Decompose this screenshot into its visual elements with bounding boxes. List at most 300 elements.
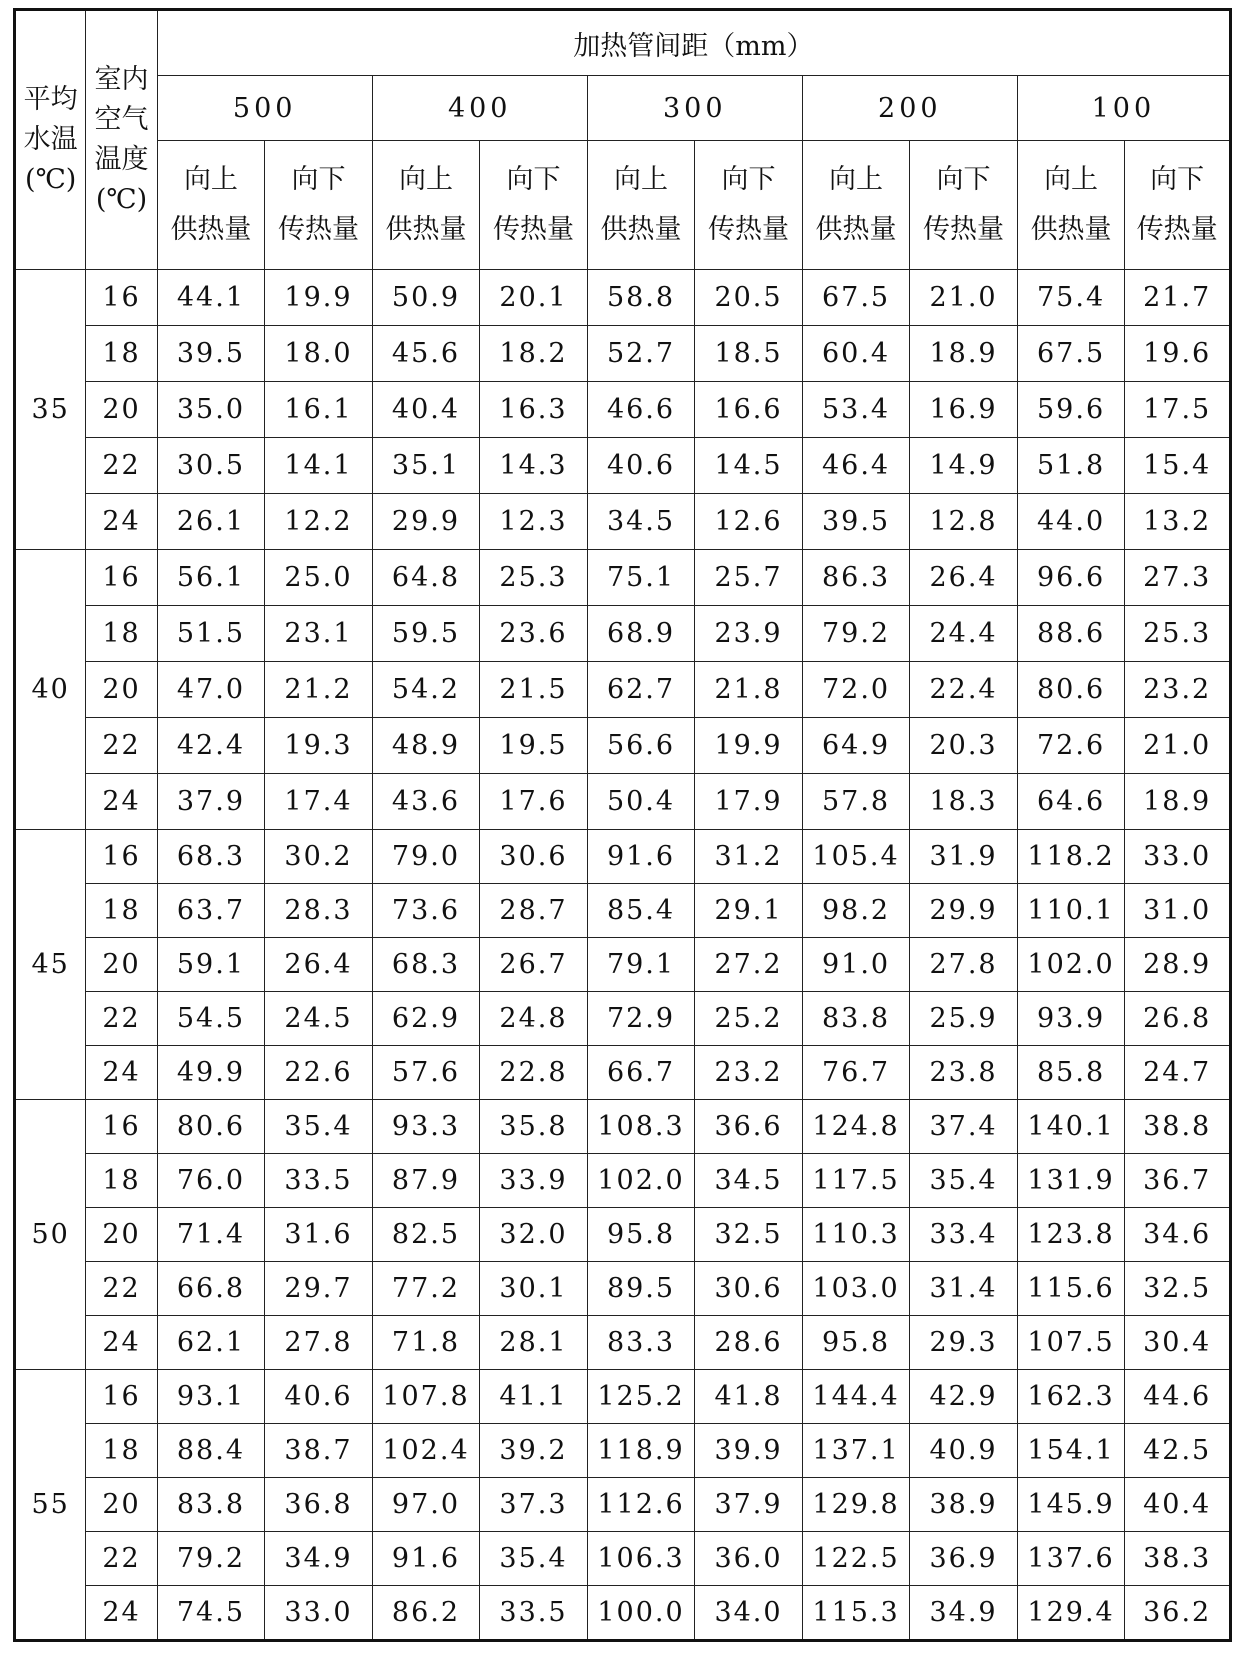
upward-heat-cell: 62.1 [157,1316,265,1370]
table-row [15,1316,1231,1370]
upward-heat-cell: 82.5 [372,1208,480,1262]
upward-heat-cell: 102.0 [587,1154,695,1208]
header-line: 向下 [1150,164,1205,195]
downward-heat-cell: 40.9 [910,1424,1018,1478]
downward-heat-cell: 21.0 [1125,718,1231,774]
upward-heat-cell: 58.8 [587,270,695,326]
downward-heat-cell: 30.6 [480,830,588,884]
upward-heat-cell: 26.1 [157,494,265,550]
table-row [15,1478,1231,1532]
upward-heat-cell: 107.8 [372,1370,480,1424]
downward-heat-cell: 30.1 [480,1262,588,1316]
downward-heat-cell: 35.4 [265,1100,373,1154]
downward-heat-cell: 33.0 [265,1586,373,1641]
downward-heat-cell: 27.8 [265,1316,373,1370]
upward-heat-cell: 118.9 [587,1424,695,1478]
downward-heat-cell: 32.5 [695,1208,803,1262]
upward-heat-cell: 46.4 [802,438,910,494]
downward-heat-cell: 36.0 [695,1532,803,1586]
downward-heat-cell: 37.4 [910,1100,1018,1154]
downward-heat-cell: 23.2 [1125,662,1231,718]
upward-heat-cell: 131.9 [1017,1154,1125,1208]
downward-heat-cell: 20.1 [480,270,588,326]
room-air-temp-cell: 20 [86,1478,157,1532]
room-air-temp-cell: 18 [86,606,157,662]
room-air-temp-cell: 24 [86,1316,157,1370]
upward-heat-cell: 80.6 [1017,662,1125,718]
upward-heat-cell: 40.4 [372,382,480,438]
table-row [15,606,1231,662]
upward-heat-cell: 80.6 [157,1100,265,1154]
upward-heat-cell: 64.6 [1017,774,1125,830]
upward-heat-cell: 51.5 [157,606,265,662]
upward-heat-cell: 89.5 [587,1262,695,1316]
upward-heat-cell: 68.3 [157,830,265,884]
room-air-temp-cell: 18 [86,1424,157,1478]
header-line: 传热量 [277,214,359,245]
mean-water-temp-header [15,10,86,270]
upward-heat-cell: 137.6 [1017,1532,1125,1586]
heat-output-table [13,8,1232,1642]
upward-heat-cell: 64.8 [372,550,480,606]
upward-heat-cell: 77.2 [372,1262,480,1316]
upward-heat-cell: 57.6 [372,1046,480,1100]
upward-heat-cell: 62.9 [372,992,480,1046]
table-row [15,438,1231,494]
upward-heat-cell: 63.7 [157,884,265,938]
downward-heat-cell: 12.8 [910,494,1018,550]
downward-heat-header [1125,141,1231,270]
header-line: 供热量 [600,214,682,245]
upward-heat-cell: 154.1 [1017,1424,1125,1478]
table-row [15,718,1231,774]
downward-heat-cell: 12.6 [695,494,803,550]
downward-heat-cell: 27.3 [1125,550,1231,606]
upward-heat-cell: 39.5 [157,326,265,382]
upward-heat-cell: 67.5 [1017,326,1125,382]
upward-heat-header [157,141,265,270]
upward-heat-cell: 97.0 [372,1478,480,1532]
pipe-spacing-header: 100 [1017,76,1230,141]
downward-heat-cell: 21.0 [910,270,1018,326]
room-air-temp-cell: 20 [86,662,157,718]
upward-heat-cell: 108.3 [587,1100,695,1154]
downward-heat-cell: 25.7 [695,550,803,606]
upward-heat-cell: 124.8 [802,1100,910,1154]
downward-heat-cell: 25.2 [695,992,803,1046]
downward-heat-cell: 21.2 [265,662,373,718]
downward-heat-cell: 29.7 [265,1262,373,1316]
downward-heat-cell: 31.0 [1125,884,1231,938]
mean-water-temp-line: 水温 [23,124,78,155]
upward-heat-cell: 79.2 [802,606,910,662]
upward-heat-cell: 79.2 [157,1532,265,1586]
upward-heat-cell: 75.4 [1017,270,1125,326]
downward-heat-header [695,141,803,270]
upward-heat-cell: 48.9 [372,718,480,774]
upward-heat-cell: 125.2 [587,1370,695,1424]
downward-heat-cell: 17.5 [1125,382,1231,438]
upward-heat-cell: 123.8 [1017,1208,1125,1262]
downward-heat-cell: 34.5 [695,1154,803,1208]
downward-heat-cell: 42.9 [910,1370,1018,1424]
mean-water-temp-cell: 40 [15,550,86,830]
upward-heat-cell: 145.9 [1017,1478,1125,1532]
downward-heat-cell: 28.1 [480,1316,588,1370]
header-line: 传热量 [492,214,574,245]
room-air-temp-line: (℃) [95,184,148,215]
upward-heat-cell: 102.4 [372,1424,480,1478]
upward-heat-cell: 93.3 [372,1100,480,1154]
downward-heat-cell: 28.7 [480,884,588,938]
downward-heat-cell: 18.5 [695,326,803,382]
downward-heat-cell: 23.8 [910,1046,1018,1100]
downward-heat-cell: 15.4 [1125,438,1231,494]
downward-heat-cell: 37.3 [480,1478,588,1532]
table-row [15,1532,1231,1586]
downward-heat-cell: 31.4 [910,1262,1018,1316]
downward-heat-cell: 24.7 [1125,1046,1231,1100]
pipe-spacing-header: 400 [372,76,587,141]
table-row [15,1262,1231,1316]
downward-heat-cell: 36.8 [265,1478,373,1532]
room-air-temp-cell: 18 [86,1154,157,1208]
downward-heat-cell: 28.9 [1125,938,1231,992]
table-row [15,494,1231,550]
downward-heat-cell: 16.9 [910,382,1018,438]
table-row [15,774,1231,830]
upward-heat-cell: 56.6 [587,718,695,774]
header-line: 向上 [1044,164,1099,195]
downward-heat-cell: 30.4 [1125,1316,1231,1370]
downward-heat-cell: 37.9 [695,1478,803,1532]
table-row [15,1208,1231,1262]
table-row [15,1046,1231,1100]
upward-heat-cell: 47.0 [157,662,265,718]
downward-heat-cell: 22.6 [265,1046,373,1100]
downward-heat-cell: 35.4 [910,1154,1018,1208]
downward-heat-cell: 21.7 [1125,270,1231,326]
direction-header-row [15,141,1231,270]
header-line: 向下 [506,164,561,195]
upward-heat-cell: 71.4 [157,1208,265,1262]
upward-heat-cell: 95.8 [587,1208,695,1262]
downward-heat-cell: 17.6 [480,774,588,830]
upward-heat-cell: 95.8 [802,1316,910,1370]
mean-water-temp-cell: 45 [15,830,86,1100]
downward-heat-cell: 29.3 [910,1316,1018,1370]
room-air-temp-cell: 18 [86,326,157,382]
mean-water-temp-line: 平均 [23,84,78,115]
downward-heat-cell: 19.5 [480,718,588,774]
downward-heat-cell: 38.7 [265,1424,373,1478]
header-line: 向上 [183,164,238,195]
downward-heat-cell: 20.5 [695,270,803,326]
room-air-temp-cell: 16 [86,1100,157,1154]
downward-heat-cell: 34.9 [265,1532,373,1586]
mean-water-temp-cell: 35 [15,270,86,550]
downward-heat-cell: 41.8 [695,1370,803,1424]
downward-heat-cell: 38.9 [910,1478,1018,1532]
header-line: 供热量 [815,214,897,245]
downward-heat-cell: 26.4 [910,550,1018,606]
upward-heat-cell: 72.6 [1017,718,1125,774]
upward-heat-cell: 49.9 [157,1046,265,1100]
upward-heat-cell: 93.1 [157,1370,265,1424]
header-line: 传热量 [923,214,1005,245]
room-air-temp-cell: 16 [86,830,157,884]
downward-heat-header [910,141,1018,270]
table-row [15,270,1231,326]
room-air-temp-line: 室内 [94,64,149,95]
upward-heat-cell: 91.6 [372,1532,480,1586]
downward-heat-cell: 34.6 [1125,1208,1231,1262]
downward-heat-cell: 21.8 [695,662,803,718]
upward-heat-cell: 162.3 [1017,1370,1125,1424]
upward-heat-cell: 54.5 [157,992,265,1046]
header-line: 向下 [291,164,346,195]
downward-heat-header [265,141,373,270]
upward-heat-cell: 86.2 [372,1586,480,1641]
downward-heat-cell: 16.1 [265,382,373,438]
downward-heat-cell: 14.5 [695,438,803,494]
downward-heat-cell: 33.5 [265,1154,373,1208]
downward-heat-cell: 25.3 [1125,606,1231,662]
downward-heat-cell: 14.3 [480,438,588,494]
downward-heat-cell: 17.9 [695,774,803,830]
room-air-temp-line: 温度 [94,144,149,175]
upward-heat-cell: 83.8 [802,992,910,1046]
table-row [15,326,1231,382]
table-row [15,550,1231,606]
header-line: 向上 [829,164,884,195]
heat-output-table-container [13,8,1232,1660]
upward-heat-cell: 66.8 [157,1262,265,1316]
downward-heat-cell: 29.9 [910,884,1018,938]
downward-heat-cell: 30.2 [265,830,373,884]
room-air-temp-cell: 22 [86,1262,157,1316]
upward-heat-cell: 46.6 [587,382,695,438]
upward-heat-cell: 122.5 [802,1532,910,1586]
upward-heat-header [587,141,695,270]
downward-heat-cell: 25.0 [265,550,373,606]
upward-heat-cell: 76.0 [157,1154,265,1208]
room-air-temp-cell: 18 [86,884,157,938]
upward-heat-cell: 137.1 [802,1424,910,1478]
upward-heat-cell: 73.6 [372,884,480,938]
downward-heat-cell: 28.3 [265,884,373,938]
downward-heat-cell: 26.8 [1125,992,1231,1046]
upward-heat-cell: 91.6 [587,830,695,884]
downward-heat-cell: 42.5 [1125,1424,1231,1478]
downward-heat-cell: 36.9 [910,1532,1018,1586]
room-air-temp-cell: 22 [86,992,157,1046]
downward-heat-cell: 31.9 [910,830,1018,884]
downward-heat-cell: 12.2 [265,494,373,550]
room-air-temp-cell: 20 [86,938,157,992]
room-air-temp-cell: 22 [86,1532,157,1586]
upward-heat-header [372,141,480,270]
upward-heat-cell: 59.1 [157,938,265,992]
room-air-temp-cell: 16 [86,1370,157,1424]
table-row [15,830,1231,884]
downward-heat-cell: 33.0 [1125,830,1231,884]
upward-heat-cell: 100.0 [587,1586,695,1641]
downward-heat-cell: 27.8 [910,938,1018,992]
upward-heat-cell: 74.5 [157,1586,265,1641]
table-body [15,270,1231,1641]
downward-heat-cell: 18.9 [1125,774,1231,830]
upward-heat-cell: 83.8 [157,1478,265,1532]
header-line: 传热量 [1136,214,1218,245]
downward-heat-cell: 39.9 [695,1424,803,1478]
room-air-temp-cell: 24 [86,494,157,550]
upward-heat-cell: 44.1 [157,270,265,326]
upward-heat-cell: 42.4 [157,718,265,774]
upward-heat-header [1017,141,1125,270]
upward-heat-cell: 67.5 [802,270,910,326]
downward-heat-cell: 23.2 [695,1046,803,1100]
downward-heat-cell: 41.1 [480,1370,588,1424]
downward-heat-cell: 24.8 [480,992,588,1046]
downward-heat-cell: 34.0 [695,1586,803,1641]
pipe-spacing-row [15,76,1231,141]
upward-heat-cell: 68.9 [587,606,695,662]
upward-heat-cell: 40.6 [587,438,695,494]
upward-heat-cell: 75.1 [587,550,695,606]
table-row [15,1100,1231,1154]
upward-heat-cell: 71.8 [372,1316,480,1370]
mean-water-temp-cell: 50 [15,1100,86,1370]
room-air-temp-cell: 16 [86,550,157,606]
downward-heat-cell: 32.5 [1125,1262,1231,1316]
upward-heat-cell: 59.5 [372,606,480,662]
downward-heat-cell: 12.3 [480,494,588,550]
downward-heat-cell: 32.0 [480,1208,588,1262]
downward-heat-cell: 23.1 [265,606,373,662]
downward-heat-cell: 38.8 [1125,1100,1231,1154]
upward-heat-cell: 35.1 [372,438,480,494]
downward-heat-cell: 23.9 [695,606,803,662]
upward-heat-cell: 79.0 [372,830,480,884]
room-air-temp-line: 空气 [94,104,149,135]
upward-heat-cell: 115.6 [1017,1262,1125,1316]
table-row [15,992,1231,1046]
upward-heat-cell: 115.3 [802,1586,910,1641]
downward-heat-cell: 19.6 [1125,326,1231,382]
pipe-spacing-header: 300 [587,76,802,141]
downward-heat-cell: 33.9 [480,1154,588,1208]
upward-heat-cell: 66.7 [587,1046,695,1100]
upward-heat-cell: 54.2 [372,662,480,718]
upward-heat-cell: 83.3 [587,1316,695,1370]
upward-heat-cell: 37.9 [157,774,265,830]
upward-heat-cell: 91.0 [802,938,910,992]
table-row [15,662,1231,718]
upward-heat-cell: 57.8 [802,774,910,830]
downward-heat-cell: 31.2 [695,830,803,884]
room-air-temp-cell: 20 [86,382,157,438]
downward-heat-cell: 14.1 [265,438,373,494]
downward-heat-cell: 39.2 [480,1424,588,1478]
downward-heat-cell: 26.7 [480,938,588,992]
downward-heat-cell: 34.9 [910,1586,1018,1641]
downward-heat-cell: 40.6 [265,1370,373,1424]
upward-heat-cell: 29.9 [372,494,480,550]
upward-heat-cell: 72.9 [587,992,695,1046]
upward-heat-cell: 88.4 [157,1424,265,1478]
room-air-temp-header [86,10,157,270]
upward-heat-cell: 45.6 [372,326,480,382]
upward-heat-cell: 35.0 [157,382,265,438]
header-line: 供热量 [170,214,252,245]
upward-heat-cell: 106.3 [587,1532,695,1586]
downward-heat-cell: 25.9 [910,992,1018,1046]
downward-heat-cell: 33.4 [910,1208,1018,1262]
upward-heat-cell: 44.0 [1017,494,1125,550]
downward-heat-cell: 14.9 [910,438,1018,494]
downward-heat-cell: 36.7 [1125,1154,1231,1208]
upward-heat-cell: 107.5 [1017,1316,1125,1370]
upward-heat-cell: 118.2 [1017,830,1125,884]
upward-heat-cell: 96.6 [1017,550,1125,606]
upward-heat-cell: 112.6 [587,1478,695,1532]
downward-heat-cell: 23.6 [480,606,588,662]
upward-heat-cell: 30.5 [157,438,265,494]
room-air-temp-cell: 24 [86,774,157,830]
upward-heat-cell: 52.7 [587,326,695,382]
upward-heat-cell: 85.8 [1017,1046,1125,1100]
room-air-temp-cell: 22 [86,438,157,494]
downward-heat-cell: 18.2 [480,326,588,382]
downward-heat-cell: 25.3 [480,550,588,606]
downward-heat-cell: 44.6 [1125,1370,1231,1424]
downward-heat-cell: 18.3 [910,774,1018,830]
upward-heat-cell: 62.7 [587,662,695,718]
header-line: 向下 [721,164,776,195]
table-row [15,1586,1231,1641]
downward-heat-cell: 36.2 [1125,1586,1231,1641]
upward-heat-cell: 86.3 [802,550,910,606]
downward-heat-cell: 35.4 [480,1532,588,1586]
room-air-temp-cell: 24 [86,1046,157,1100]
downward-heat-cell: 29.1 [695,884,803,938]
upward-heat-cell: 64.9 [802,718,910,774]
upward-heat-cell: 129.4 [1017,1586,1125,1641]
upward-heat-cell: 110.3 [802,1208,910,1262]
upward-heat-cell: 60.4 [802,326,910,382]
header-line: 供热量 [1030,214,1112,245]
upward-heat-cell: 50.9 [372,270,480,326]
upward-heat-cell: 129.8 [802,1478,910,1532]
downward-heat-cell: 16.6 [695,382,803,438]
upward-heat-cell: 85.4 [587,884,695,938]
upward-heat-cell: 39.5 [802,494,910,550]
downward-heat-cell: 22.4 [910,662,1018,718]
downward-heat-cell: 24.4 [910,606,1018,662]
upward-heat-cell: 34.5 [587,494,695,550]
table-row [15,1154,1231,1208]
downward-heat-cell: 19.9 [265,270,373,326]
mean-water-temp-cell: 55 [15,1370,86,1641]
upward-heat-cell: 117.5 [802,1154,910,1208]
upward-heat-cell: 105.4 [802,830,910,884]
room-air-temp-cell: 20 [86,1208,157,1262]
header-line: 传热量 [708,214,790,245]
upward-heat-cell: 110.1 [1017,884,1125,938]
upward-heat-cell: 50.4 [587,774,695,830]
mean-water-temp-line: (℃) [25,164,77,195]
